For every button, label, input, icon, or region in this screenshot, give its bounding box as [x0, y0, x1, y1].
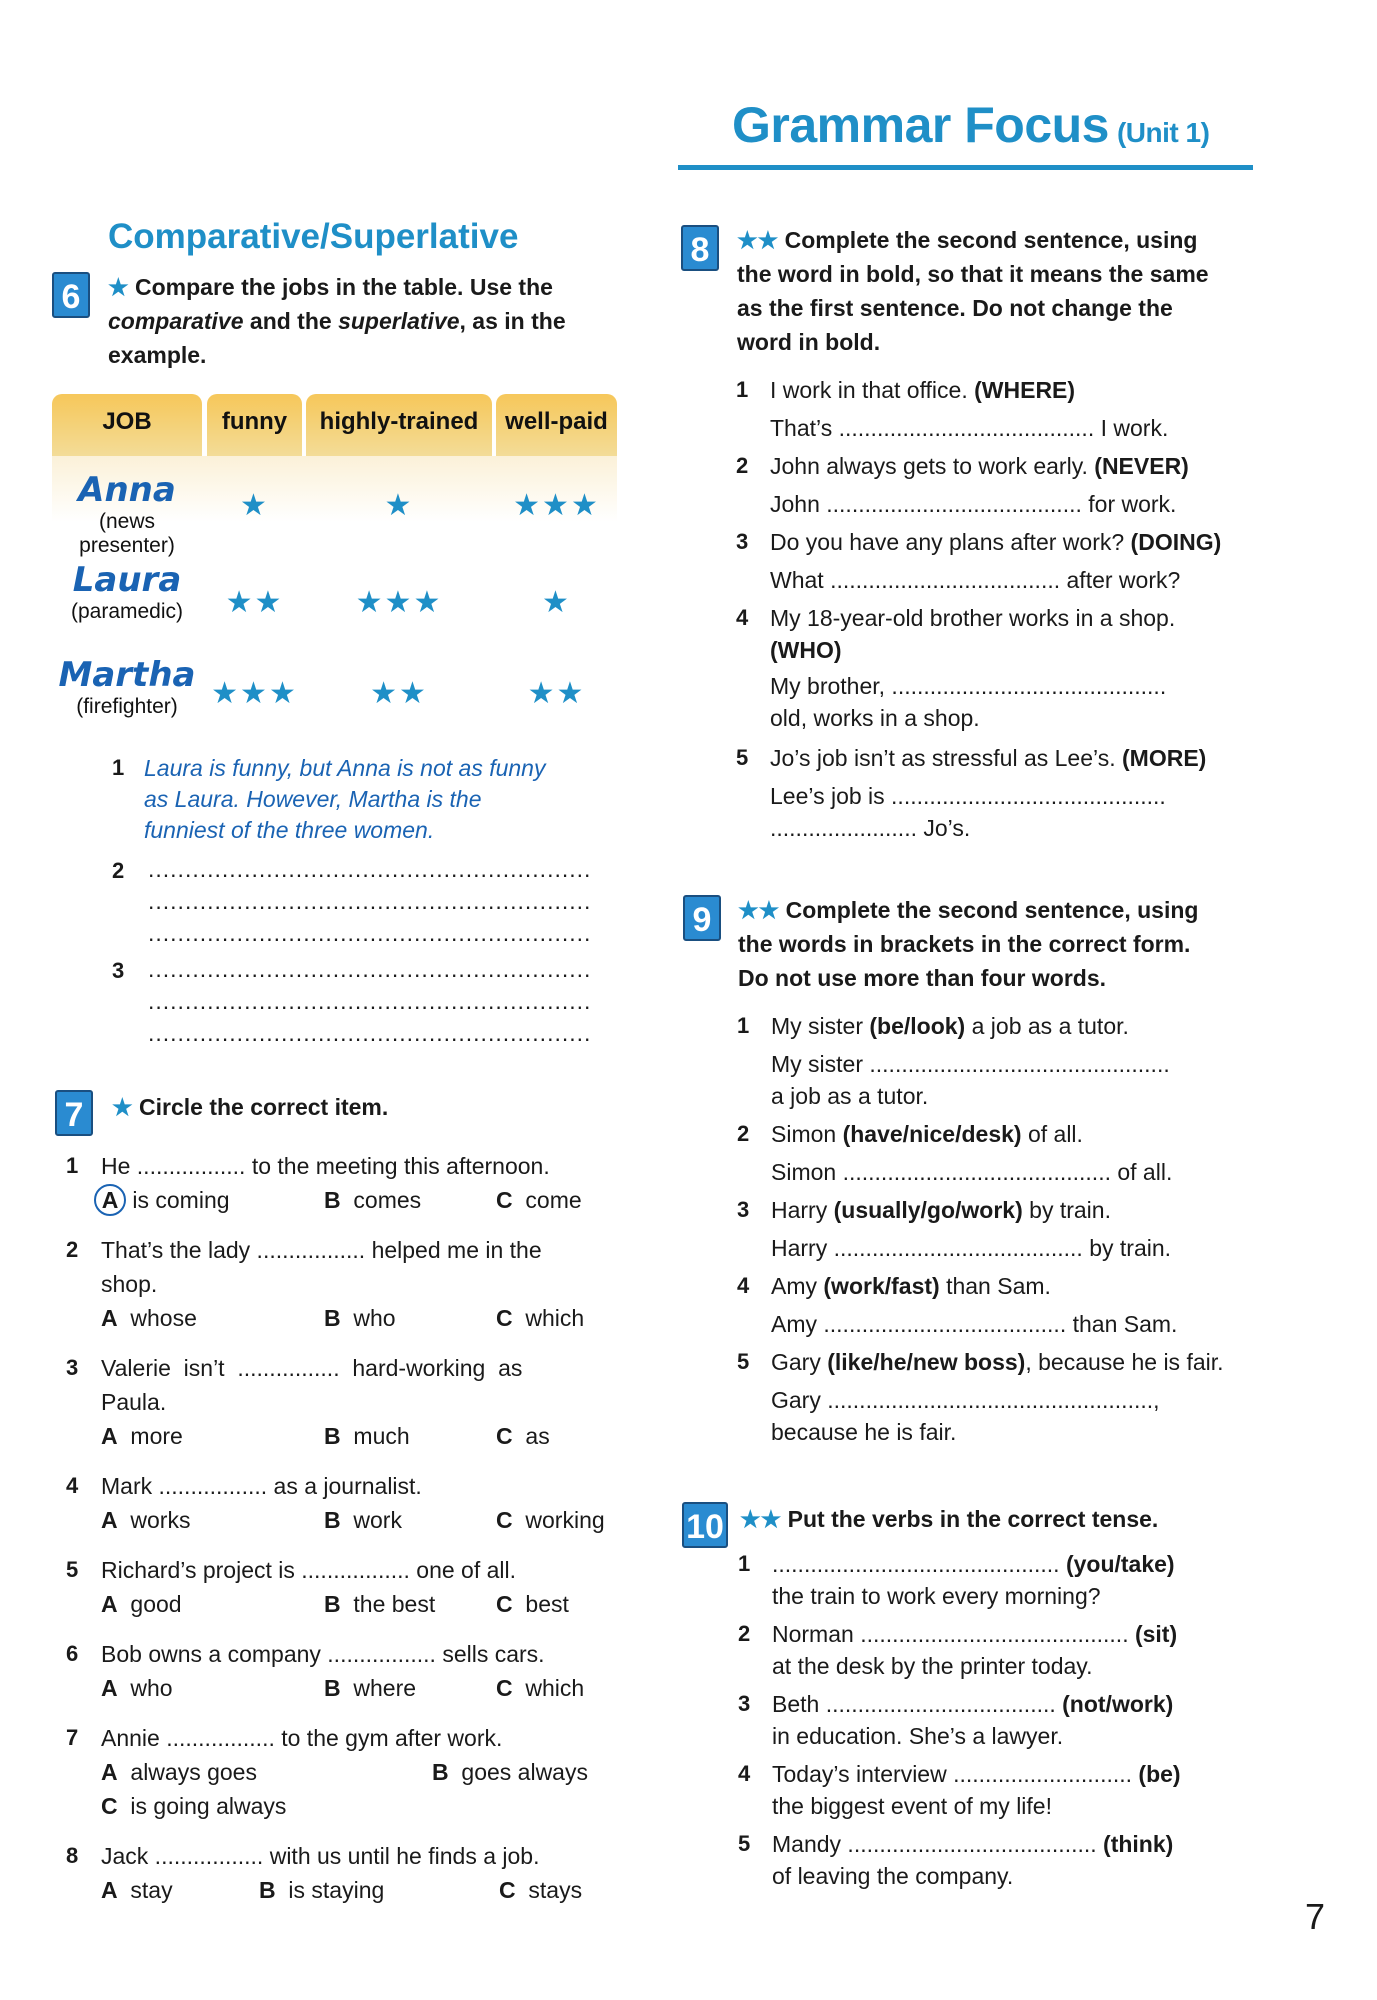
jobs-table-header — [52, 394, 617, 456]
table-row-laura — [52, 560, 202, 624]
item-number: 2 — [112, 858, 125, 883]
list-item: 1 I work in that office. (WHERE) That’s ........................................ I work. — [736, 377, 1169, 441]
list-item: 3 Harry (usually/go/work) by train. Harry ....................................... by train. — [737, 1197, 1172, 1261]
list-item: 3 Valerie isn’t ................ hard-working as Paula. A more B much C as — [66, 1355, 550, 1449]
exercise-9-instructions: ★★ Complete the second sentence, using the words in brackets in the correct form. Do not use more than four words. — [738, 897, 1199, 991]
list-item: 2 That’s the lady ................. helped me in the shop. A whose B who C which — [66, 1237, 585, 1331]
list-item: 4 Today’s interview ............................ (be) the biggest event of my life! — [738, 1761, 1181, 1819]
exercise-8-instructions: ★★ Complete the second sentence, using the word in bold, so that it means the same as the first sentence. Do not change the word in bold. — [737, 227, 1209, 355]
answer-lines-3: ............................................................ ............................................................ ............................................................ — [148, 956, 592, 1046]
col-highly-trained: highly-trained — [306, 394, 492, 456]
example-answer: Laura is funny, but Anna is not as funny as Laura. However, Martha is the funniest of the three women. — [144, 755, 546, 843]
list-item: 5 Gary (like/he/new boss), because he is fair. Gary ..................................................., because he is fair. — [737, 1349, 1224, 1445]
unit-label: (Unit 1) — [1116, 117, 1210, 148]
star-icon: ★★ — [737, 227, 779, 253]
title-text: Grammar Focus — [732, 97, 1109, 153]
header-rule — [678, 165, 1253, 170]
job-name: Laura — [72, 560, 182, 600]
exercise-6-instructions: ★ Compare the jobs in the table. Use the comparative and the superlative, as in the example. — [108, 274, 566, 368]
item-number: 1 — [112, 755, 125, 780]
exercise-7-badge: 7 — [55, 1090, 93, 1136]
list-item: 4 Amy (work/fast) than Sam. Amy ...................................... than Sam. — [737, 1273, 1178, 1337]
star-icon: ★★ — [738, 897, 780, 923]
page-title — [732, 96, 1209, 154]
col-well-paid: well-paid — [496, 394, 617, 456]
list-item: 1 ............................................. (you/take) the train to work every morning? — [738, 1551, 1175, 1609]
exercise-10-instructions: ★★ Put the verbs in the correct tense. — [740, 1506, 1159, 1532]
rating-trained: ★★★ — [355, 586, 443, 619]
exercise-7-instructions: ★ Circle the correct item. — [112, 1094, 389, 1120]
list-item: 4 My 18-year-old brother works in a shop. (WHO) My brother, ........................................... old, works in a shop. — [736, 605, 1176, 731]
star-icon: ★ — [108, 274, 129, 300]
exercise-6-badge: 6 — [52, 272, 90, 318]
list-item: 7 Annie ................. to the gym after work. A always goes B goes always C is going always — [66, 1725, 588, 1819]
col-job: JOB — [52, 394, 202, 456]
rating-trained: ★ — [384, 489, 414, 522]
table-row-martha — [52, 655, 202, 719]
list-item: 2 Simon (have/nice/desk) of all. Simon .......................................... of all. — [737, 1121, 1173, 1185]
list-item: 2 John always gets to work early. (NEVER) John ........................................ for work. — [736, 453, 1189, 517]
list-item: 3 Do you have any plans after work? (DOING) What .................................... after work? — [736, 529, 1222, 593]
list-item: 5 Jo’s job isn’t as stressful as Lee’s. (MORE) Lee’s job is ........................................... ....................... Jo’s. — [736, 745, 1207, 841]
job-role: (paramedic) — [70, 600, 184, 623]
rating-paid: ★★ — [527, 677, 586, 710]
rating-funny: ★★★ — [211, 677, 298, 710]
col-funny: funny — [207, 394, 302, 456]
section-title: Comparative/Superlative — [108, 217, 519, 256]
rating-trained: ★★ — [370, 677, 428, 710]
list-item: 1 He ................. to the meeting this afternoon. A is coming B comes C come — [66, 1150, 631, 1182]
page-number: 7 — [1305, 1896, 1326, 1937]
list-item: 1 My sister (be/look) a job as a tutor. My sister ............................................... a job as a tutor. — [737, 1013, 1170, 1109]
job-role: (news presenter) — [79, 510, 175, 557]
job-name: Anna — [78, 470, 176, 510]
rating-funny: ★★ — [225, 586, 284, 619]
list-item: 5 Mandy ....................................... (think) of leaving the company. — [738, 1831, 1174, 1889]
rating-paid: ★ — [542, 586, 571, 619]
job-role: (firefighter) — [76, 695, 178, 718]
circled-answer[interactable]: A — [94, 1184, 126, 1216]
list-item: 8 Jack ................. with us until he finds a job. A stay B is staying C stays — [66, 1843, 583, 1903]
item-number: 3 — [112, 958, 125, 983]
list-item: 3 Beth .................................... (not/work) in education. She’s a lawyer. — [738, 1691, 1174, 1749]
list-item: 2 Norman .......................................... (sit) at the desk by the printer today. — [738, 1621, 1178, 1679]
list-item: 6 Bob owns a company ................. sells cars. A who B where C which — [66, 1641, 585, 1701]
exercise-10-badge: 10 — [682, 1502, 728, 1548]
star-icon: ★ — [112, 1094, 133, 1120]
exercise-8-badge: 8 — [681, 225, 719, 271]
answer-lines-2: ............................................................ ............................................................ ............................................................ — [148, 856, 592, 946]
job-name: Martha — [58, 655, 196, 695]
rating-paid: ★★★ — [513, 489, 600, 522]
list-item: 4 Mark ................. as a journalist. A works B work C working — [66, 1473, 605, 1533]
star-icon: ★★ — [740, 1506, 782, 1532]
rating-funny: ★ — [240, 489, 269, 522]
list-item: 5 Richard’s project is ................. one of all. A good B the best C best — [66, 1557, 569, 1617]
table-row-anna — [52, 470, 202, 558]
exercise-9-badge: 9 — [683, 895, 721, 941]
